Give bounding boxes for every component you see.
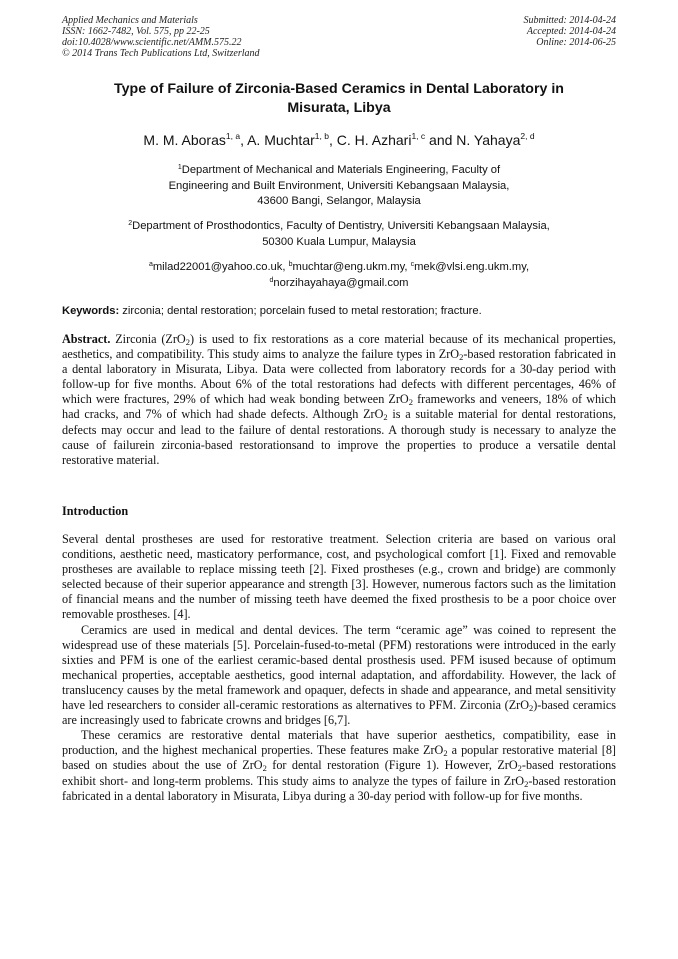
accepted-date: Accepted: 2014-04-24 xyxy=(526,26,616,37)
paragraph-text: Several dental prostheses are used for restorative treatment. Selection criteria are based on various oral conditions, aesthetic need, masticatory performance, cost, and psychological comfort [1]. Fixed and removable prostheses are available to replace missing teeth [2]. Fixed prostheses (e.g., crown and bridge) are commonly selected because of their superior appearance and strength [3]. However, numerous factors such as the limitation of financial means and the number of missing teeth have deemed the fixed prosthesis to be a poor choice over removable prostheses. [4]. xyxy=(62,532,616,622)
keywords-label: Keywords: xyxy=(62,305,120,317)
abstract xyxy=(62,332,616,468)
subscript: 2 xyxy=(185,337,190,347)
subscript: 2 xyxy=(524,778,529,789)
email-address: milad22001@yahoo.co.uk, xyxy=(152,261,289,273)
affiliation-line: Engineering and Built Environment, Universiti Kebangsaan Malaysia, xyxy=(168,179,510,192)
paragraph-text: These ceramics are restorative dental materials that have superior aesthetics, compatibility, ease in production, and the highest mechanical properties. These features make ZrO xyxy=(62,728,616,758)
journal-header-right xyxy=(524,15,617,48)
email-address: mek@vlsi.eng.ukm.my, xyxy=(414,261,530,273)
title-line: Misurata, Libya xyxy=(287,100,391,116)
author-affiliation-mark: 1, c xyxy=(411,131,426,141)
abstract-label: Abstract. xyxy=(62,332,111,346)
online-date: Online: 2014-06-25 xyxy=(536,37,616,48)
abstract-text: -based restoration fabricated in a dental laboratory in Misurata, Libya. Data were collected from laboratory records for a 30-day period with follow-up for five months. About 6% of the total restorations had defects with different percentages, 46% of which were fractures, 29% of which had weak bonding between ZrO xyxy=(62,347,616,407)
subscript: 2 xyxy=(383,412,388,423)
abstract-text: frameworks and veneers, 18% of which had cracks, and 7% of which had shade defects. Although ZrO xyxy=(62,392,616,422)
abstract-text: Zirconia (ZrO xyxy=(110,332,186,346)
author-affiliation-mark: 1, b xyxy=(314,131,329,141)
email-mark: c xyxy=(410,261,415,268)
email-mark: d xyxy=(269,276,274,284)
paragraph-text: -based restorations exhibit short- and long-term problems. This study aims to analyze the types of failure in ZrO xyxy=(62,758,617,788)
paragraph xyxy=(62,532,616,623)
author-affiliation-mark: 2, d xyxy=(520,131,535,141)
author-name: C. H. Azhari xyxy=(336,132,412,148)
subscript: 2 xyxy=(262,763,267,774)
author-name: N. Yahaya xyxy=(456,132,521,148)
affiliation-line: 50300 Kuala Lumpur, Malaysia xyxy=(262,235,416,248)
author-list xyxy=(62,131,616,149)
journal-issn: ISSN: 1662-7482, Vol. 575, pp 22-25 xyxy=(62,26,210,37)
subscript: 2 xyxy=(459,352,464,363)
abstract-text: is a suitable material for dental restorations, defects may occur and lead to the failure of dental restorations. A thorough study is necessary to analyze the cause of failurein zirconia-based restorationsand to improve the properties to produce a versatile dental restorative material. xyxy=(62,407,616,467)
journal-doi: doi:10.4028/www.scientific.net/AMM.575.22 xyxy=(62,37,242,48)
journal-header-left xyxy=(62,15,260,59)
email-mark: a xyxy=(148,261,153,268)
subscript: 2 xyxy=(517,763,522,774)
abstract-text: ) is used to fix restorations as a core material because of its mechanical properties, aesthetics, and compatibility. This study aims to analyze the failure types in ZrO xyxy=(62,332,616,362)
email-address: norzihayahaya@gmail.com xyxy=(273,276,409,289)
paragraph-text: for dental restoration (Figure 1). However, ZrO xyxy=(266,758,518,773)
email-mark: b xyxy=(288,261,293,268)
affiliation-number: 2 xyxy=(128,220,133,227)
affiliation-1 xyxy=(62,163,616,210)
author-separator: and xyxy=(425,132,457,148)
paragraph-text: )-based ceramics are increasingly used to fabricate crowns and bridges [6,7]. xyxy=(62,698,617,728)
journal-name: Applied Mechanics and Materials xyxy=(62,15,198,26)
paragraph-text: -based restoration fabricated in a dental laboratory in Misurata, Libya during a 30-day period with follow-up for five months. xyxy=(62,773,616,803)
affiliation-number: 1 xyxy=(177,164,182,171)
introduction-body xyxy=(62,532,616,804)
journal-copyright: © 2014 Trans Tech Publications Ltd, Switzerland xyxy=(62,48,260,59)
subscript: 2 xyxy=(529,703,534,714)
paragraph xyxy=(62,623,616,729)
author-name: M. M. Aboras xyxy=(143,132,226,148)
paragraph-text: a popular restorative material [8] based on studies about the use of ZrO xyxy=(62,743,616,773)
title-line: Type of Failure of Zirconia-Based Ceramics in Dental Laboratory in xyxy=(114,81,564,97)
subscript: 2 xyxy=(408,397,413,408)
section-heading-introduction: Introduction xyxy=(62,504,129,518)
submitted-date: Submitted: 2014-04-24 xyxy=(523,15,616,26)
author-affiliation-mark: 1, a xyxy=(225,131,241,141)
paper-title xyxy=(62,80,616,118)
author-emails xyxy=(62,260,616,291)
affiliation-2 xyxy=(62,219,616,250)
paragraph-text: Ceramics are used in medical and dental devices. The term “ceramic age” was coined to represent the widespread use of these materials [5]. Porcelain-fused-to-metal (PFM) restorations were introduced in the early sixties and PFM is one of the earliest ceramic-based dental prosthesis used. PFM isused because of optimum mechanical properties, acceptable aesthetics, good internal adaptation, and affordability. However, the lack of translucency causes by the metal framework and opaquer, defects in shade and appearance, and metal sensitivity have led researchers to consider all-ceramic restorations as alternatives to PFM. Zirconia (ZrO xyxy=(62,622,616,713)
author-name: A. Muchtar xyxy=(247,132,315,148)
paragraph xyxy=(62,728,616,803)
subscript: 2 xyxy=(443,748,448,759)
affiliation-line: 43600 Bangi, Selangor, Malaysia xyxy=(257,195,421,207)
author-separator: , xyxy=(240,132,248,148)
keywords xyxy=(62,304,616,319)
affiliation-line: Department of Prosthodontics, Faculty of Dentistry, Universiti Kebangsaan Malaysia, xyxy=(132,220,550,232)
keywords-text: zirconia; dental restoration; porcelain fused to metal restoration; fracture. xyxy=(119,305,482,317)
author-separator: , xyxy=(328,132,337,148)
affiliation-line: Department of Mechanical and Materials Engineering, Faculty of xyxy=(181,164,501,176)
email-address: muchtar@eng.ukm.my, xyxy=(292,261,411,273)
